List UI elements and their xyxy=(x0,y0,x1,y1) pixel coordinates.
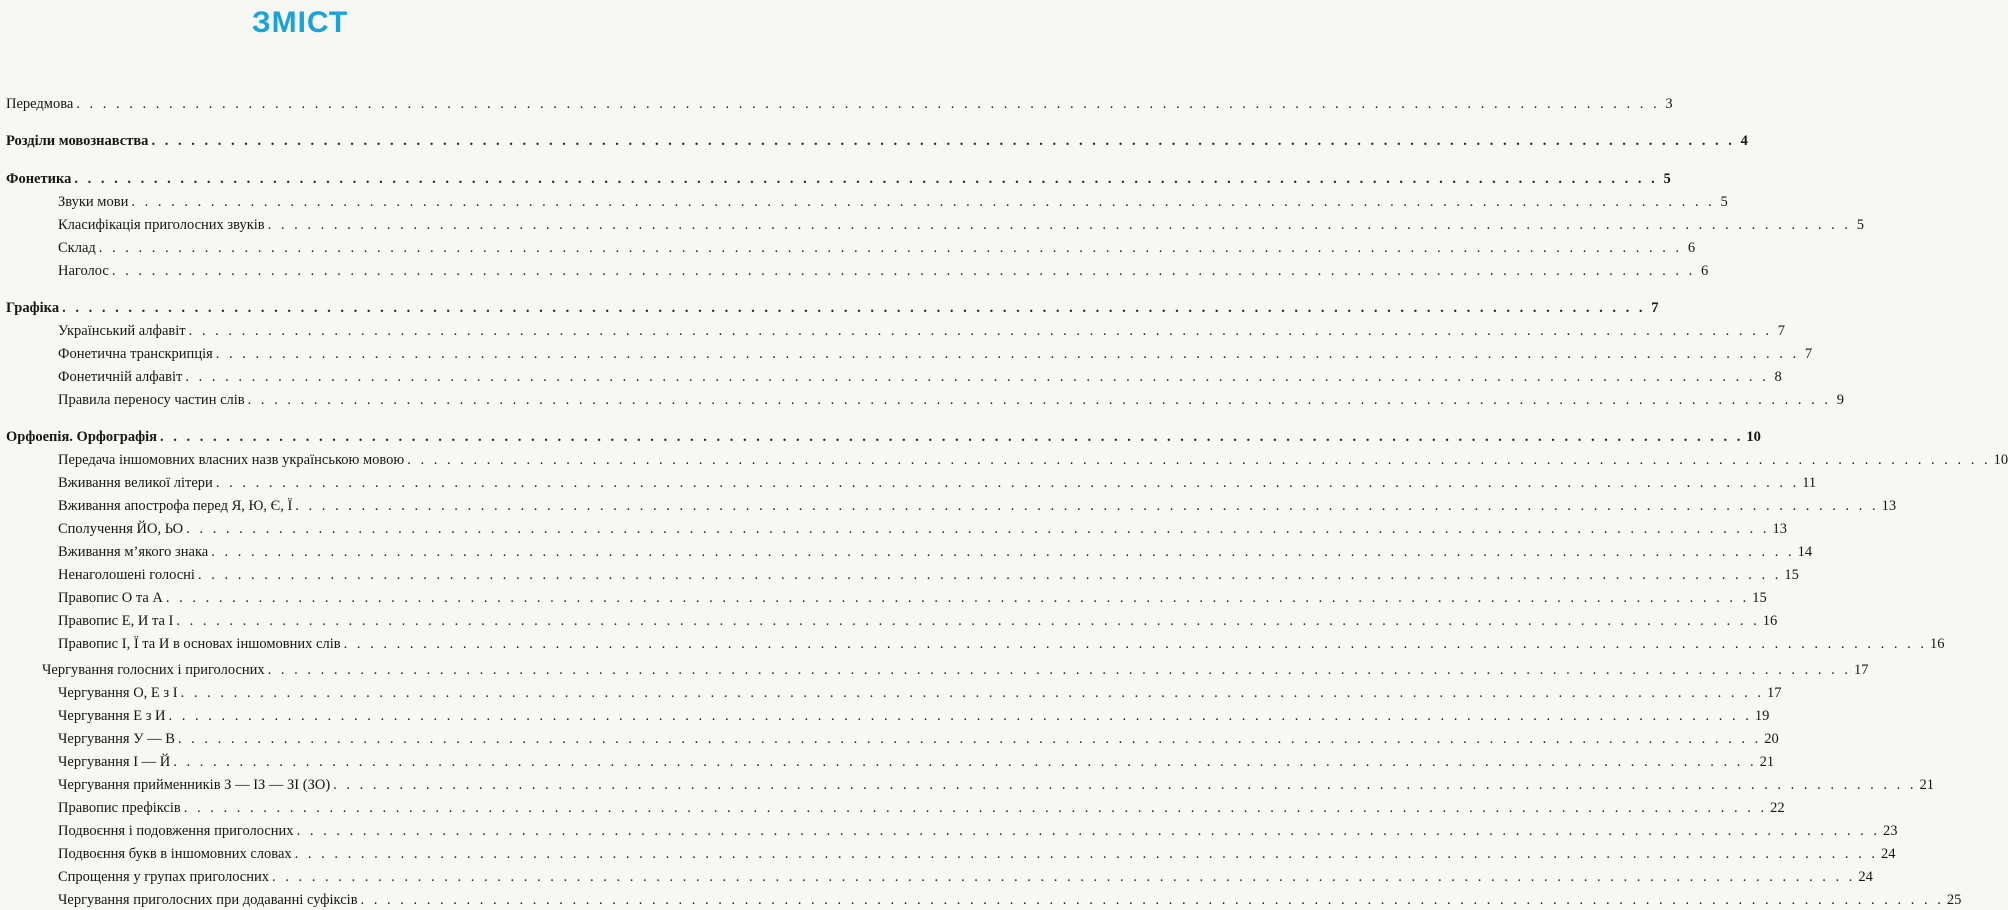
toc-entry-title: Орфоепія. Орфографія xyxy=(6,429,157,445)
toc-entry-page: 6 xyxy=(1700,263,1709,279)
toc-entry xyxy=(58,450,2008,470)
toc-entry-page: 13 xyxy=(1772,521,1788,537)
toc-entry xyxy=(58,344,1813,364)
toc-entry-page: 10 xyxy=(1993,452,2008,468)
toc-entry xyxy=(6,94,1673,114)
toc-entry-page: 24 xyxy=(1858,869,1873,885)
toc-entry xyxy=(6,298,1659,318)
dot-leader: . . . . . . . . . . . . . . . . . . . . . . . . . . . . . . . . . . . . . . . . . . . . . . . . . . . . . . . . . . . . . . . . . . . . . . . . . . . . . . . . . . . . . . . . . . . . . . . . . . . . . . . . . . . . . . . . . . . . . . . . xyxy=(211,544,1795,560)
toc-entry-page: 22 xyxy=(1770,800,1785,816)
dot-leader: . . . . . . . . . . . . . . . . . . . . . . . . . . . . . . . . . . . . . . . . . . . . . . . . . . . . . . . . . . . . . . . . . . . . . . . . . . . . . . . . . . . . . . . . . . . . . . . . . . . . . . . . . . . . . . . . . . . . . . . . xyxy=(294,846,1879,862)
page-title: ЗМІСТ xyxy=(251,6,349,39)
toc-entry-title: Передача іншомовних власних назв українською мовою xyxy=(58,452,405,468)
toc-entry-title: Чергування прийменників З — ІЗ — ЗІ (ЗО) xyxy=(58,777,331,793)
toc-entry-title: Вживання апострофа перед Я, Ю, Є, Ї xyxy=(58,498,293,514)
toc-entry xyxy=(58,565,1799,585)
toc-entry xyxy=(6,427,1761,447)
toc-entry-title: Ненаголошені голосні xyxy=(58,567,195,583)
toc-entry-page: 5 xyxy=(1856,217,1865,233)
toc-entry-title: Чергування Е з И xyxy=(58,708,166,724)
toc-entry-page: 11 xyxy=(1802,475,1817,491)
dot-leader: . . . . . . . . . . . . . . . . . . . . . . . . . . . . . . . . . . . . . . . . . . . . . . . . . . . . . . . . . . . . . . . . . . . . . . . . . . . . . . . . . . . . . . . . . . . . . . . . . . . . . . . . . . . . . . . . . . . . . . . . xyxy=(111,263,1696,279)
toc-entry-page: 20 xyxy=(1764,731,1779,747)
dot-leader: . . . . . . . . . . . . . . . . . . . . . . . . . . . . . . . . . . . . . . . . . . . . . . . . . . . . . . . . . . . . . . . . . . . . . . . . . . . . . . . . . . . . . . . . . . . . . . . . . . . . . . . . . . . . . . . . . . . . . . . . xyxy=(180,685,1764,701)
toc-entry-page: 17 xyxy=(1854,662,1869,678)
dot-leader: . . . . . . . . . . . . . . . . . . . . . . . . . . . . . . . . . . . . . . . . . . . . . . . . . . . . . . . . . . . . . . . . . . . . . . . . . . . . . . . . . . . . . . . . . . . . . . . . . . . . . . . . . . . . . . . . . . . . . . . . xyxy=(176,613,1760,629)
toc-entry-title: Чергування О, Е з І xyxy=(58,685,178,701)
dot-leader: . . . . . . . . . . . . . . . . . . . . . . . . . . . . . . . . . . . . . . . . . . . . . . . . . . . . . . . . . . . . . . . . . . . . . . . . . . . . . . . . . . . . . . . . . . . . . . . . . . . . . . . . . . . . . . . . . . . . . . . . xyxy=(407,452,1991,468)
toc-entry-title: Наголос xyxy=(58,263,109,279)
dot-leader: . . . . . . . . . . . . . . . . . . . . . . . . . . . . . . . . . . . . . . . . . . . . . . . . . . . . . . . . . . . . . . . . . . . . . . . . . . . . . . . . . . . . . . . . . . . . . . . . . . . . . . . . . . . . . . . . . . . . . . . . xyxy=(333,777,1917,793)
toc-entry-title: Правопис І, Ї та И в основах іншомовних слів xyxy=(58,636,341,652)
toc-entry xyxy=(58,496,1897,516)
toc-entry-page: 9 xyxy=(1836,392,1844,408)
dot-leader: . . . . . . . . . . . . . . . . . . . . . . . . . . . . . . . . . . . . . . . . . . . . . . . . . . . . . . . . . . . . . . . . . . . . . . . . . . . . . . . . . . . . . . . . . . . . . . . . . . . . . . . . . . . . . . . . . . . . . . . . xyxy=(165,590,1750,606)
toc-entry-title: Правопис Е, И та І xyxy=(58,613,174,629)
toc-entry xyxy=(58,588,1767,608)
dot-leader: . . . . . . . . . . . . . . . . . . . . . . . . . . . . . . . . . . . . . . . . . . . . . . . . . . . . . . . . . . . . . . . . . . . . . . . . . . . . . . . . . . . . . . . . . . . . . . . . . . . . . . . . . . . . . . . . . . . . . . . . xyxy=(295,498,1879,514)
toc-entry-page: 7 xyxy=(1651,300,1659,316)
toc-entry-title: Спрощення у групах приголосних xyxy=(58,869,270,885)
toc-entry-page: 25 xyxy=(1946,892,1962,908)
toc-entry xyxy=(58,611,1778,631)
toc-entry xyxy=(6,131,1748,151)
dot-leader: . . . . . . . . . . . . . . . . . . . . . . . . . . . . . . . . . . . . . . . . . . . . . . . . . . . . . . . . . . . . . . . . . . . . . . . . . . . . . . . . . . . . . . . . . . . . . . . . . . . . . . . . . . . . . . . . . . . . . . . . xyxy=(173,754,1757,770)
dot-leader: . . . . . . . . . . . . . . . . . . . . . . . . . . . . . . . . . . . . . . . . . . . . . . . . . . . . . . . . . . . . . . . . . . . . . . . . . . . . . . . . . . . . . . . . . . . . . . . . . . . . . . . . . . . . . . . . . . . . . . . . xyxy=(74,171,1658,187)
toc-entry-title: Український алфавіт xyxy=(58,323,186,339)
dot-leader: . . . . . . . . . . . . . . . . . . . . . . . . . . . . . . . . . . . . . . . . . . . . . . . . . . . . . . . . . . . . . . . . . . . . . . . . . . . . . . . . . . . . . . . . . . . . . . . . . . . . . . . . . . . . . . . . . . . . . . . . xyxy=(343,636,1927,652)
toc-entry xyxy=(58,215,1865,235)
toc-entry xyxy=(58,890,1962,910)
toc-entry xyxy=(58,238,1696,258)
toc-entry-title: Правила переносу частин слів xyxy=(58,392,245,408)
toc-entry-title: Фонетична транскрипція xyxy=(58,346,213,362)
toc-entry-title: Правопис префіксів xyxy=(58,800,181,816)
dot-leader: . . . . . . . . . . . . . . . . . . . . . . . . . . . . . . . . . . . . . . . . . . . . . . . . . . . . . . . . . . . . . . . . . . . . . . . . . . . . . . . . . . . . . . . . . . . . . . . . . . . . . . . . . . . . . . . . . . . . . . . . xyxy=(168,708,1752,724)
toc-entry-title: Розділи мовознавства xyxy=(6,133,149,149)
toc-entry xyxy=(58,775,1935,795)
toc-entry xyxy=(58,706,1770,726)
dot-leader: . . . . . . . . . . . . . . . . . . . . . . . . . . . . . . . . . . . . . . . . . . . . . . . . . . . . . . . . . . . . . . . . . . . . . . . . . . . . . . . . . . . . . . . . . . . . . . . . . . . . . . . . . . . . . . . . . . . . . . . . xyxy=(183,800,1768,816)
dot-leader: . . . . . . . . . . . . . . . . . . . . . . . . . . . . . . . . . . . . . . . . . . . . . . . . . . . . . . . . . . . . . . . . . . . . . . . . . . . . . . . . . . . . . . . . . . . . . . . . . . . . . . . . . . . . . . . . . . . . . . . . xyxy=(215,475,1800,491)
dot-leader: . . . . . . . . . . . . . . . . . . . . . . . . . . . . . . . . . . . . . . . . . . . . . . . . . . . . . . . . . . . . . . . . . . . . . . . . . . . . . . . . . . . . . . . . . . . . . . . . . . . . . . . . . . . . . . . . . . . . . . . . xyxy=(131,194,1715,210)
toc-entry-page: 16 xyxy=(1929,636,1945,652)
toc-entry-title: Склад xyxy=(58,240,96,256)
toc-entry-page: 21 xyxy=(1759,754,1775,770)
dot-leader: . . . . . . . . . . . . . . . . . . . . . . . . . . . . . . . . . . . . . . . . . . . . . . . . . . . . . . . . . . . . . . . . . . . . . . . . . . . . . . . . . . . . . . . . . . . . . . . . . . . . . . . . . . . . . . . . . . . . . . . . xyxy=(185,369,1769,385)
toc-entry-page: 15 xyxy=(1784,567,1799,583)
toc-entry-title: Чергування приголосних при додаванні суфіксів xyxy=(58,892,358,908)
toc-entry-page: 16 xyxy=(1762,613,1778,629)
dot-leader: . . . . . . . . . . . . . . . . . . . . . . . . . . . . . . . . . . . . . . . . . . . . . . . . . . . . . . . . . . . . . . . . . . . . . . . . . . . . . . . . . . . . . . . . . . . . . . . . . . . . . . . . . . . . . . . . . . . . . . . . xyxy=(98,240,1683,256)
dot-leader: . . . . . . . . . . . . . . . . . . . . . . . . . . . . . . . . . . . . . . . . . . . . . . . . . . . . . . . . . . . . . . . . . . . . . . . . . . . . . . . . . . . . . . . . . . . . . . . . . . . . . . . . . . . . . . . . . . . . . . . . xyxy=(159,429,1744,445)
dot-leader: . . . . . . . . . . . . . . . . . . . . . . . . . . . . . . . . . . . . . . . . . . . . . . . . . . . . . . . . . . . . . . . . . . . . . . . . . . . . . . . . . . . . . . . . . . . . . . . . . . . . . . . . . . . . . . . . . . . . . . . . xyxy=(360,892,1944,908)
toc-entry xyxy=(58,519,1788,539)
toc-entry-title: Чергування голосних і приголосних xyxy=(42,662,265,678)
toc-entry-page: 14 xyxy=(1797,544,1813,560)
toc-entry-page: 21 xyxy=(1919,777,1935,793)
toc-entry-title: Фонетика xyxy=(6,171,72,187)
toc-entry-title: Чергування У — В xyxy=(58,731,175,747)
toc-entry-title: Сполучення ЙО, ЬО xyxy=(58,521,184,537)
toc-entry-page: 15 xyxy=(1752,590,1767,606)
toc-entry-title: Фонетичній алфавіт xyxy=(58,369,183,385)
toc-entry xyxy=(58,729,1779,749)
toc-entry xyxy=(58,321,1785,341)
toc-entry-title: Звуки мови xyxy=(58,194,129,210)
toc-entry xyxy=(42,660,1869,680)
toc-entry xyxy=(58,473,1817,493)
dot-leader: . . . . . . . . . . . . . . . . . . . . . . . . . . . . . . . . . . . . . . . . . . . . . . . . . . . . . . . . . . . . . . . . . . . . . . . . . . . . . . . . . . . . . . . . . . . . . . . . . . . . . . . . . . . . . . . . . . . . . . . . xyxy=(177,731,1762,747)
toc-entry xyxy=(58,821,1898,841)
toc-entry-page: 4 xyxy=(1740,133,1748,149)
toc-entry xyxy=(58,261,1709,281)
toc-entry xyxy=(58,683,1782,703)
dot-leader: . . . . . . . . . . . . . . . . . . . . . . . . . . . . . . . . . . . . . . . . . . . . . . . . . . . . . . . . . . . . . . . . . . . . . . . . . . . . . . . . . . . . . . . . . . . . . . . . . . . . . . . . . . . . . . . . . . . . . . . . xyxy=(296,823,1880,839)
toc-entry xyxy=(58,798,1785,818)
toc-entry-page: 3 xyxy=(1665,96,1673,112)
toc-entry xyxy=(58,867,1873,887)
toc-entry-page: 23 xyxy=(1882,823,1898,839)
toc-entry-page: 7 xyxy=(1777,323,1785,339)
toc-entry-title: Передмова xyxy=(6,96,74,112)
dot-leader: . . . . . . . . . . . . . . . . . . . . . . . . . . . . . . . . . . . . . . . . . . . . . . . . . . . . . . . . . . . . . . . . . . . . . . . . . . . . . . . . . . . . . . . . . . . . . . . . . . . . . . . . . . . . . . . . . . . . . . . . xyxy=(267,662,1852,678)
toc-entry-title: Графіка xyxy=(6,300,60,316)
dot-leader: . . . . . . . . . . . . . . . . . . . . . . . . . . . . . . . . . . . . . . . . . . . . . . . . . . . . . . . . . . . . . . . . . . . . . . . . . . . . . . . . . . . . . . . . . . . . . . . . . . . . . . . . . . . . . . . . . . . . . . . . xyxy=(267,217,1852,233)
toc-entry-page: 5 xyxy=(1720,194,1728,210)
toc-entry-title: Подвоєння і подовження приголосних xyxy=(58,823,294,839)
toc-entry xyxy=(58,752,1775,772)
toc-entry-page: 19 xyxy=(1754,708,1770,724)
dot-leader: . . . . . . . . . . . . . . . . . . . . . . . . . . . . . . . . . . . . . . . . . . . . . . . . . . . . . . . . . . . . . . . . . . . . . . . . . . . . . . . . . . . . . . . . . . . . . . . . . . . . . . . . . . . . . . . . . . . . . . . . xyxy=(197,567,1782,583)
toc-entry-title: Вживання великої літери xyxy=(58,475,213,491)
toc-entry-page: 17 xyxy=(1766,685,1782,701)
dot-leader: . . . . . . . . . . . . . . . . . . . . . . . . . . . . . . . . . . . . . . . . . . . . . . . . . . . . . . . . . . . . . . . . . . . . . . . . . . . . . . . . . . . . . . . . . . . . . . . . . . . . . . . . . . . . . . . . . . . . . . . . xyxy=(76,96,1660,112)
dot-leader: . . . . . . . . . . . . . . . . . . . . . . . . . . . . . . . . . . . . . . . . . . . . . . . . . . . . . . . . . . . . . . . . . . . . . . . . . . . . . . . . . . . . . . . . . . . . . . . . . . . . . . . . . . . . . . . . . . . . . . . . xyxy=(215,346,1800,362)
dot-leader: . . . . . . . . . . . . . . . . . . . . . . . . . . . . . . . . . . . . . . . . . . . . . . . . . . . . . . . . . . . . . . . . . . . . . . . . . . . . . . . . . . . . . . . . . . . . . . . . . . . . . . . . . . . . . . . . . . . . . . . . xyxy=(272,869,1856,885)
toc-entry-page: 5 xyxy=(1663,171,1671,187)
dot-leader: . . . . . . . . . . . . . . . . . . . . . . . . . . . . . . . . . . . . . . . . . . . . . . . . . . . . . . . . . . . . . . . . . . . . . . . . . . . . . . . . . . . . . . . . . . . . . . . . . . . . . . . . . . . . . . . . . . . . . . . . xyxy=(247,392,1831,408)
toc-entry xyxy=(6,169,1671,189)
dot-leader: . . . . . . . . . . . . . . . . . . . . . . . . . . . . . . . . . . . . . . . . . . . . . . . . . . . . . . . . . . . . . . . . . . . . . . . . . . . . . . . . . . . . . . . . . . . . . . . . . . . . . . . . . . . . . . . . . . . . . . . . xyxy=(151,133,1735,149)
toc-entry xyxy=(58,634,1945,654)
toc-entry-page: 8 xyxy=(1774,369,1782,385)
toc-entry xyxy=(58,390,1844,410)
toc-entry-page: 10 xyxy=(1746,429,1761,445)
dot-leader: . . . . . . . . . . . . . . . . . . . . . . . . . . . . . . . . . . . . . . . . . . . . . . . . . . . . . . . . . . . . . . . . . . . . . . . . . . . . . . . . . . . . . . . . . . . . . . . . . . . . . . . . . . . . . . . . . . . . . . . . xyxy=(188,323,1772,339)
toc-entry-title: Правопис О та А xyxy=(58,590,163,606)
toc-entry-page: 24 xyxy=(1881,846,1896,862)
toc-entry xyxy=(58,844,1896,864)
toc-entry xyxy=(58,367,1782,387)
toc-entry-page: 7 xyxy=(1804,346,1813,362)
dot-leader: . . . . . . . . . . . . . . . . . . . . . . . . . . . . . . . . . . . . . . . . . . . . . . . . . . . . . . . . . . . . . . . . . . . . . . . . . . . . . . . . . . . . . . . . . . . . . . . . . . . . . . . . . . . . . . . . . . . . . . . . xyxy=(186,521,1770,537)
toc-entry-title: Подвоєння букв в іншомовних словах xyxy=(58,846,292,862)
toc-entry-title: Чергування І — Й xyxy=(58,754,171,770)
toc-entry xyxy=(58,192,1728,212)
toc-entry-title: Класифікація приголосних звуків xyxy=(58,217,265,233)
dot-leader: . . . . . . . . . . . . . . . . . . . . . . . . . . . . . . . . . . . . . . . . . . . . . . . . . . . . . . . . . . . . . . . . . . . . . . . . . . . . . . . . . . . . . . . . . . . . . . . . . . . . . . . . . . . . . . . . . . . . . . . . xyxy=(62,300,1646,316)
toc-entry-page: 6 xyxy=(1687,240,1696,256)
toc-entry-page: 13 xyxy=(1881,498,1897,514)
toc-entry-title: Вживання м’якого знака xyxy=(58,544,209,560)
toc-entry xyxy=(58,542,1813,562)
